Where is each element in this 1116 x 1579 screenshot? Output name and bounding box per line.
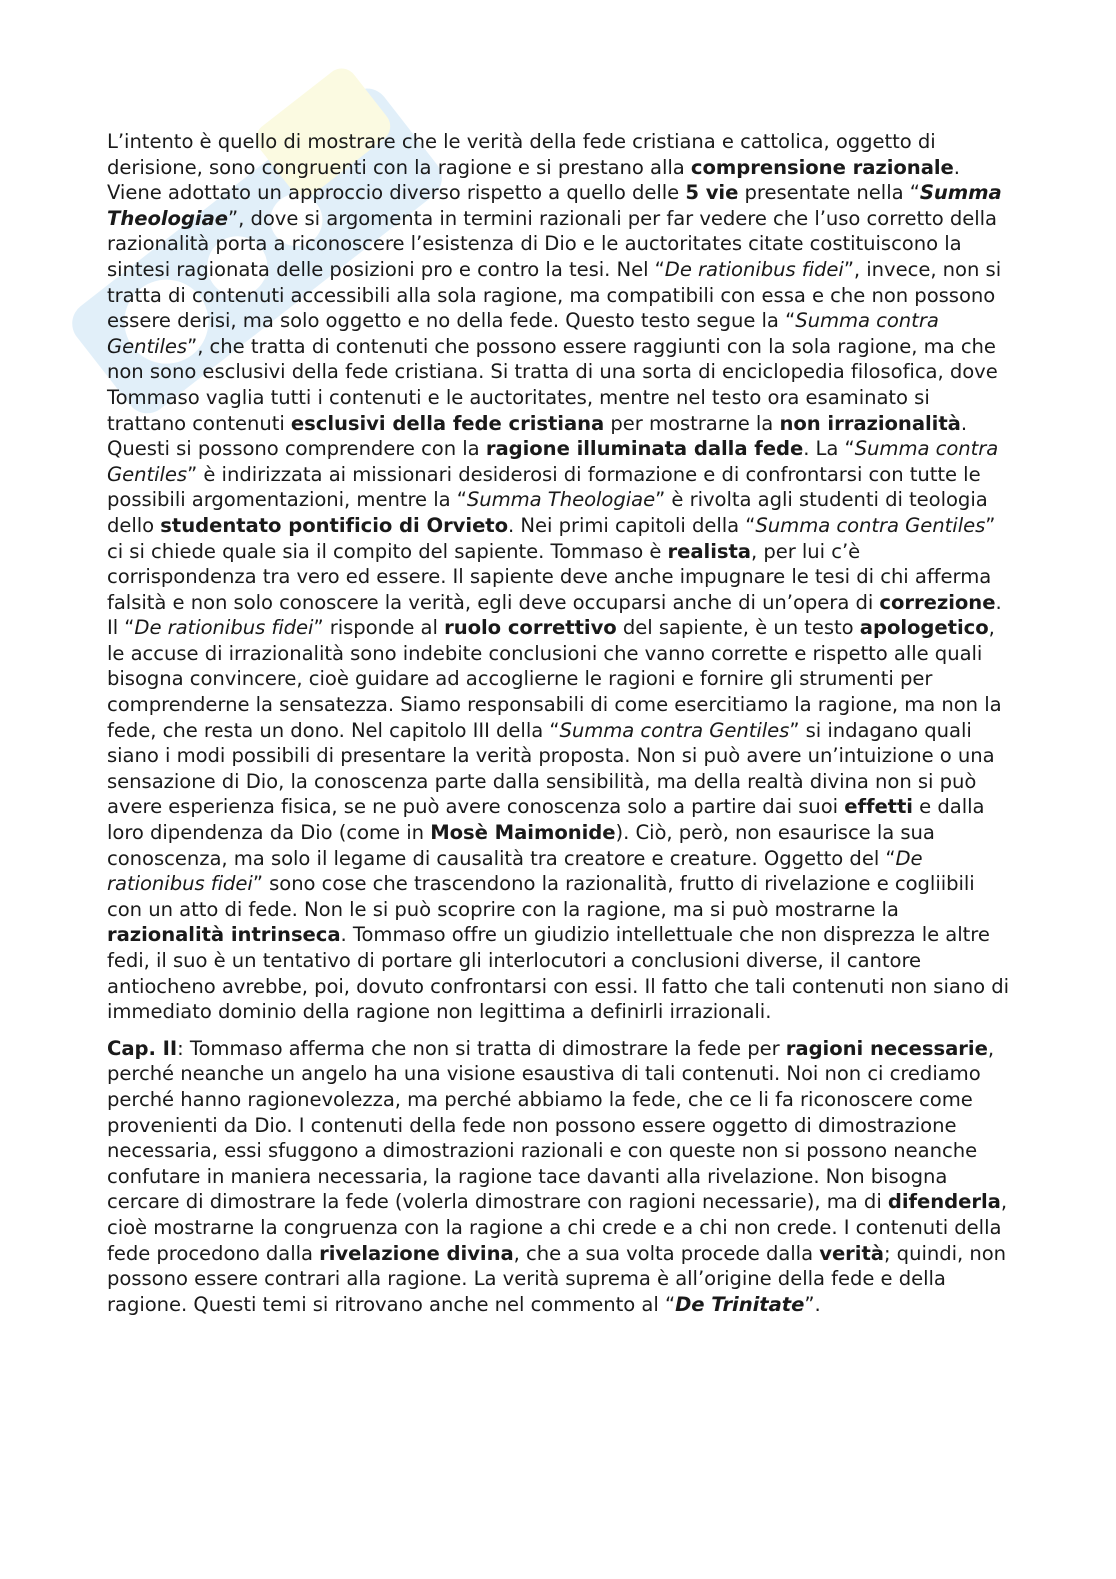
text-run: ”. xyxy=(804,1292,821,1316)
text-run: ). Ciò, però, non esaurisce la sua conoscenza, ma solo il legame di causalità tra creatore e creature. Oggetto del “ xyxy=(107,821,935,870)
text-run: , cioè mostrarne la congruenza con la ragione a chi crede e a chi non crede. I contenuti della fede procedono dalla xyxy=(107,1190,1007,1265)
text-run: , per lui c’è corrispondenza tra vero ed essere. Il sapiente deve anche impugnare le tesi di chi afferma falsità e non solo conoscere la verità, egli deve occuparsi anche di un’opera di xyxy=(107,539,992,614)
bold-text: Mosè Maimonide xyxy=(430,821,616,845)
paragraph xyxy=(107,129,1012,1025)
paragraph xyxy=(107,1036,1012,1318)
bold-text: effetti xyxy=(844,795,913,819)
bold-italic-text: De Trinitate xyxy=(675,1292,805,1316)
text-run: . Nei primi capitoli della “ xyxy=(508,513,756,537)
bold-text: realista xyxy=(667,539,751,563)
text-run: : Tommaso afferma che non si tratta di dimostrare la fede per xyxy=(177,1036,786,1060)
text-run: . Viene adottato un approccio diverso rispetto a quello delle xyxy=(107,155,960,205)
text-run: del sapiente, è un testo xyxy=(616,616,860,640)
emphasis xyxy=(675,1293,804,1316)
italic-text: Summa Theologiae xyxy=(466,488,656,512)
text-run: presentate nella “ xyxy=(738,181,920,205)
italic-text: Summa contra Gentiles xyxy=(559,718,790,742)
text-run: e dalla loro dipendenza da Dio (come in xyxy=(107,795,985,845)
text-run: ” risponde al xyxy=(313,616,445,640)
text-run: , perché neanche un angelo ha una visione esaustiva di tali contenuti. Noi non ci crediamo perché hanno ragionevolezza, ma perché abbiamo la fede, che ce li fa riconoscere come provenienti da Dio. I contenuti della fede non possono essere oggetto di dimostrazione necessaria, essi sfuggono a dimostrazioni razionali e con queste non si possono neanche confutare in maniera necessaria, la ragione tace davanti alla rivelazione. Non bisogna cercare di dimostrare la fede (volerla dimostrare con ragioni necessarie), ma di xyxy=(107,1036,995,1214)
bold-text: difenderla xyxy=(887,1190,1001,1214)
bold-text: ruolo correttivo xyxy=(444,616,617,640)
text-run: ” si indagano quali siano i modi possibili di presentare la verità proposta. Non si può avere un’intuizione o una sensazione di Dio, la conoscenza parte dalla sensibilità, ma della realtà divina non si può avere esperienza fisica, se ne può avere conoscenza solo a partire dai suoi xyxy=(107,718,995,819)
text-run: ” sono cose che trascendono la razionalità, frutto di rivelazione e cogliibili con un atto di fede. Non le si può scoprire con la ragione, ma si può mostrarne la xyxy=(107,872,975,921)
text-run: per mostrarne la xyxy=(604,411,780,435)
italic-text: De rationibus fidei xyxy=(134,616,314,640)
text-run: . La “ xyxy=(803,437,855,461)
text-run: , che a sua volta procede dalla xyxy=(513,1241,820,1265)
italic-text: De rationibus fidei xyxy=(664,257,844,281)
text-run: . Questi si possono comprendere con la xyxy=(107,411,968,461)
text-run: ; quindi, non possono essere contrari alla ragione. La verità suprema è all’origine della fede e della ragione. Questi temi si ritrovano anche nel commento al “ xyxy=(107,1241,1007,1316)
bold-text: 5 vie xyxy=(685,181,739,205)
bold-text: apologetico xyxy=(859,616,989,640)
bold-text: esclusivi della fede cristiana xyxy=(290,411,605,435)
text-run: L’intento è quello di mostrare che le verità della fede cristiana e cattolica, oggetto di derisione, sono congruenti con la ragione e si prestano alla xyxy=(107,130,936,179)
text-run: ”, che tratta di contenuti che possono essere raggiunti con la sola ragione, ma che non sono esclusivi della fede cristiana. Si tratta di una sorta di enciclopedia filosofica, dove Tommaso vaglia tutti i contenuti e le auctoritates, mentre nel testo ora esaminato si trattano contenuti xyxy=(107,334,998,435)
italic-text: Summa contra Gentiles xyxy=(107,309,939,358)
text-run: ” ci si chiede quale sia il compito del sapiente. Tommaso è xyxy=(107,513,996,563)
text-run: ”, dove si argomenta in termini razionali per far vedere che l’uso corretto della razionalità porta a riconoscere l’esistenza di Dio e le auctoritates citate costituiscono la sintesi ragionata delle posizioni pro e contro la tesi. Nel “ xyxy=(107,206,997,281)
bold-italic-text: Summa Theologiae xyxy=(107,181,1002,230)
text-run: ”, invece, non si tratta di contenuti accessibili alla sola ragione, ma compatibili con essa e che non possono essere derisi, ma solo oggetto e no della fede. Questo testo segue la “ xyxy=(107,257,1002,333)
bold-text: non irrazionalità xyxy=(779,411,961,435)
bold-text: rivelazione divina xyxy=(319,1241,514,1265)
text-run: ” è indirizzata ai missionari desiderosi di formazione e di confrontarsi con tutte le possibili argomentazioni, mentre la “ xyxy=(107,462,981,512)
text-run: . Tommaso offre un giudizio intellettuale che non disprezza le altre fedi, il suo è un tentativo di portare gli interlocutori a conclusioni diverse, il cantore antiocheno avrebbe, poi, dovuto confrontarsi con essi. Il fatto che tali contenuti non siano di immediato dominio della ragione non legittima a definirli irrazionali. xyxy=(107,923,1010,1024)
italic-text: Summa contra Gentiles xyxy=(755,513,986,537)
bold-text: studentato pontificio di Orvieto xyxy=(160,513,509,537)
document-body xyxy=(107,129,1012,1328)
text-run: ” è rivolta agli studenti di teologia dello xyxy=(107,488,988,537)
bold-text: verità xyxy=(819,1241,884,1265)
text-run: . Il “ xyxy=(107,590,1002,640)
italic-text: De rationibus fidei xyxy=(107,846,923,896)
text-run: , le accuse di irrazionalità sono indebite conclusioni che vanno corrette e rispetto alle quali bisogna convincere, cioè guidare ad accoglierne le ragioni e fornire gli strumenti per comprenderne la sensatezza. Siamo responsabili di come esercitiamo la ragione, ma non la fede, che resta un dono. Nel capitolo III della “ xyxy=(107,616,1002,742)
bold-text: comprensione razionale xyxy=(690,155,954,179)
bold-text: Cap. II xyxy=(107,1036,178,1060)
italic-text: Summa contra Gentiles xyxy=(107,437,999,486)
bold-text: ragione illuminata dalla fede xyxy=(485,437,804,461)
bold-text: razionalità intrinseca xyxy=(107,923,341,947)
bold-text: correzione xyxy=(879,590,996,614)
bold-text: ragioni necessarie xyxy=(785,1036,988,1060)
